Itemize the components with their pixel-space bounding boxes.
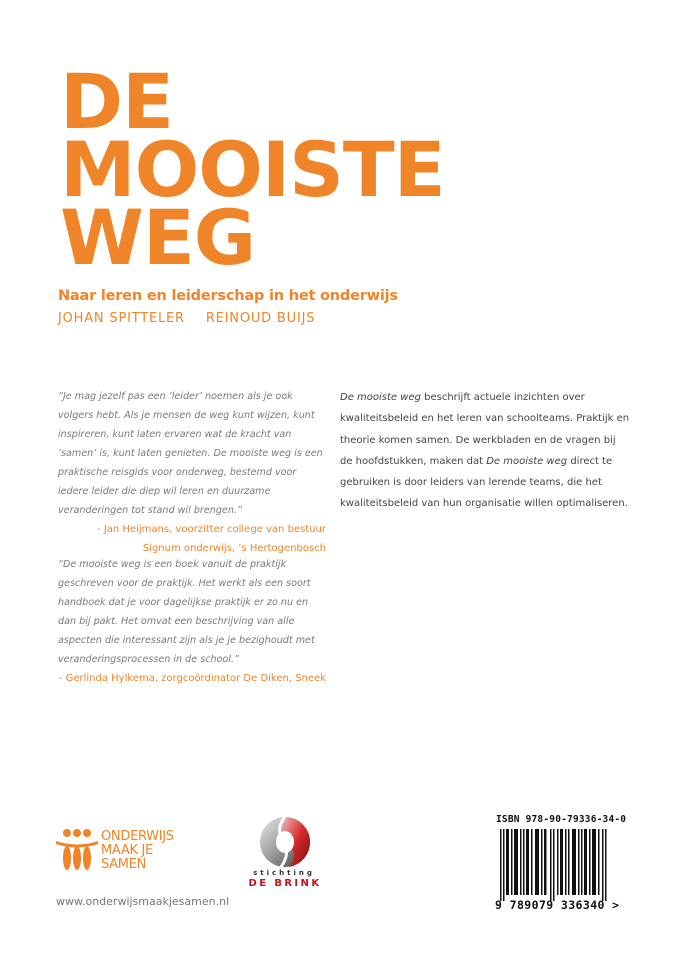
barcode-icon (500, 829, 608, 901)
book-subtitle: Naar leren en leiderschap in het onderwijs (58, 288, 398, 304)
logo-text: ONDERWIJS MAAK JE SAMEN (101, 829, 174, 872)
quote-2 (58, 555, 326, 688)
onderwijs-maak-je-samen-logo (55, 828, 205, 876)
author-1: JOHAN SPITTELER (58, 311, 185, 326)
blurb-text-1: beschrijft actuele inzichten over kwaliteitsbeleid en het leren van schoolteams. Praktijk en theorie komen samen. De werkbladen en de vragen bij de hoofdstukken, maken dat (340, 392, 630, 467)
title-line-3: WEG (60, 193, 256, 282)
book-title (60, 57, 445, 282)
quote-text: “Je mag jezelf pas een ‘leider’ noemen als je ook volgers hebt. Als je mensen de weg kunt wijzen, kunt inspireren, kunt laten ervaren wat de kracht van ‘samen’ is, kunt laten genieten. De mooiste weg is een praktische reisgids voor onderweg, bestemd voor iedere leider die diep wil leren en duurzame veranderingen tot stand wil brengen.” (58, 391, 323, 516)
quote-text: “De mooiste weg is een boek vanuit de praktijk geschreven voor de praktijk. Het werkt als een soort handboek dat je voor dagelijkse praktijk er zo nu en dan bij pakt. Het omvat een beschrijving van alle aspecten die interessant zijn als je je bezighoudt met veranderingsprocessen in de school.” (58, 559, 315, 665)
logo-sub-text: stichting (253, 869, 315, 877)
quote-attribution: - Gerlinda Hylkema, zorgcoördinator De Diken, Sneek (58, 673, 326, 684)
title-line-1: DE (60, 57, 174, 146)
authors (58, 311, 331, 326)
isbn-barcode (492, 814, 632, 914)
author-2: REINOUD BUIJS (205, 311, 316, 326)
book-blurb (340, 387, 630, 515)
blurb-text-2: direct te gebruiken is door leiders van lerende teams, die het kwaliteitsbeleid van hun organisatie willen optimaliseren. (340, 455, 628, 510)
logo-name: DE BRINK (248, 878, 322, 889)
swirl-sphere-icon (245, 815, 325, 871)
isbn-digits: 9 789079 336340 > (495, 898, 620, 912)
de-brink-logo (245, 815, 325, 895)
quote-1 (58, 387, 326, 558)
blurb-title-italic: De mooiste weg (340, 392, 421, 403)
quote-attribution: - Jan Heijmans, voorzitter college van bestuur Signum onderwijs, ’s Hertogenbosch (97, 524, 326, 554)
isbn-label: ISBN 978-90-79336-34-0 (496, 814, 627, 825)
blurb-title-italic: De mooiste weg (486, 455, 568, 467)
three-people-icon (55, 828, 99, 874)
website-url[interactable]: www.onderwijsmaakjesamen.nl (56, 895, 230, 908)
title-line-2: MOOISTE (60, 125, 445, 214)
